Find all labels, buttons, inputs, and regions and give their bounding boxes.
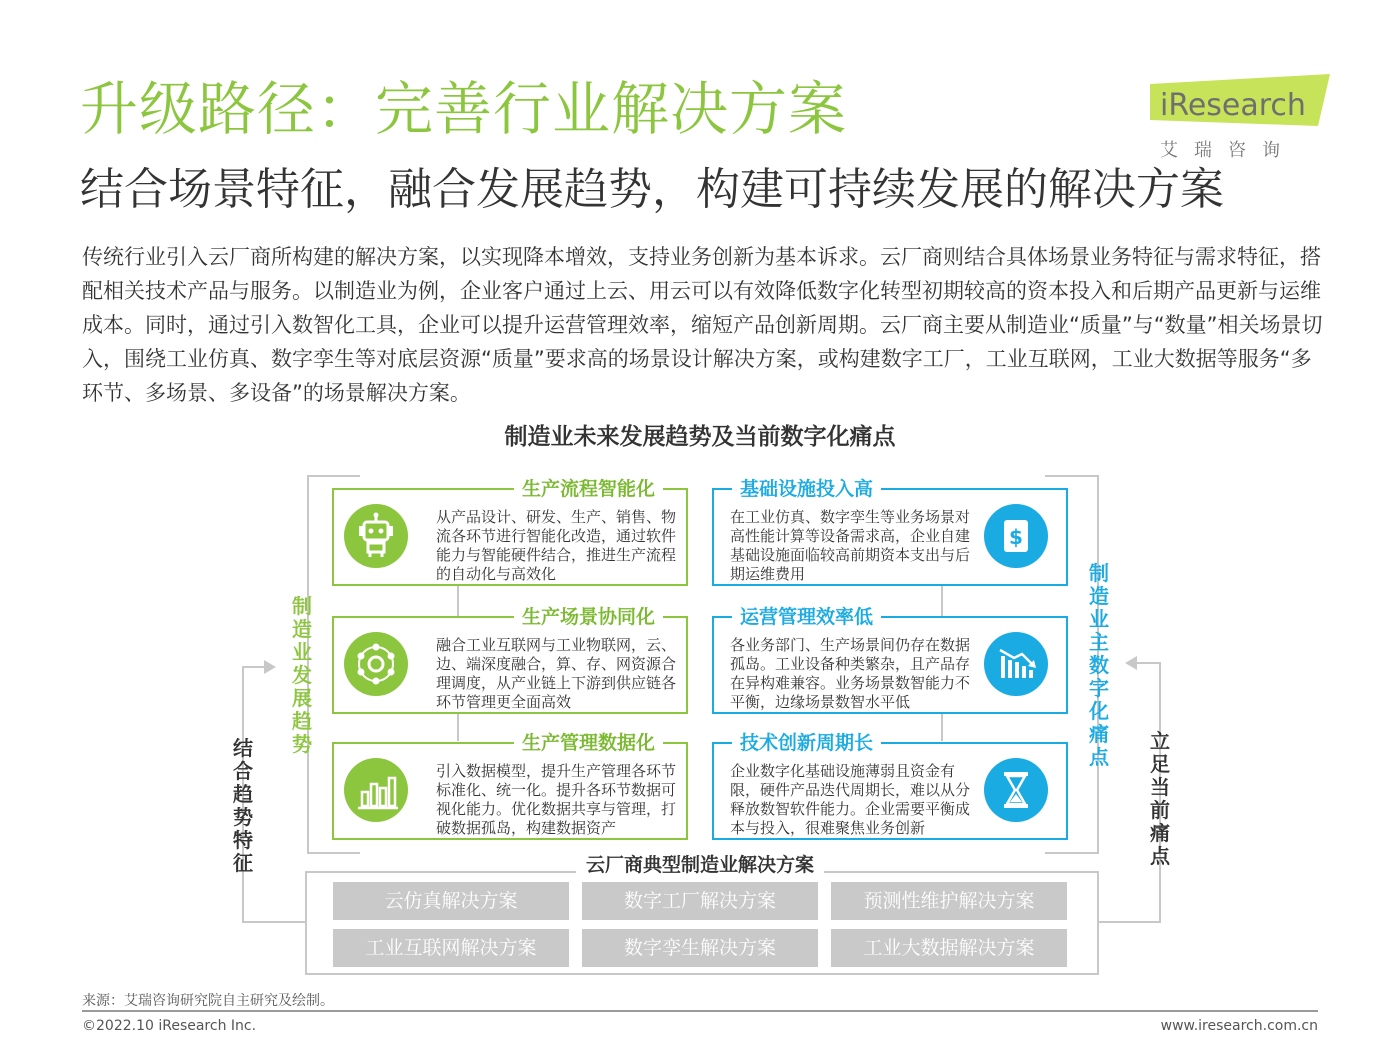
left-outer-vertical-label: 结合趋势特征 — [233, 736, 253, 875]
solution-item: 预测性维护解决方案 — [831, 882, 1067, 920]
trend-card-title: 生产流程智能化 — [514, 476, 663, 502]
dollar-icon — [984, 504, 1048, 568]
solution-item: 数字孪生解决方案 — [582, 929, 818, 967]
pain-card-3 — [712, 732, 1068, 840]
intro-paragraph: 传统行业引入云厂商所构建的解决方案，以实现降本增效，支持业务创新为基本诉求。云厂商则结合具体场景业务特征与需求特征，搭配相关技术产品与服务。以制造业为例，企业客户通过上云、用云可以有效降低数字化转型初期较高的资本投入和后期产品更新与运维成本。同时，通过引入数智化工具，企业可以提升运营管理效率，缩短产品创新周期。云厂商主要从制造业“质量”与“数量”相关场景切入，围绕工业仿真、数字孪生等对底层资源“质量”要求高的场景设计解决方案，或构建数字工厂，工业互联网，工业大数据等服务“多环节、多场景、多设备”的场景解决方案。 — [82, 245, 1323, 405]
trend-card-2 — [332, 606, 688, 714]
pain-card-text: 各业务部门、生产场景间仍存在数据孤岛。工业设备种类繁杂，且产品存在异构难兼容。业务场景数智能力不平衡，边缘场景数智水平低 — [730, 636, 971, 711]
trends-vertical-label: 制造业发展趋势 — [292, 594, 312, 756]
solution-item: 工业大数据解决方案 — [831, 929, 1067, 967]
hourglass-icon — [984, 758, 1048, 822]
pain-card-1 — [712, 478, 1068, 586]
trend-card-text: 融合工业互联网与工业物联网，云、边、端深度融合，算、存、网资源合理调度，从产业链上下游到供应链各环节管理更全面高效 — [436, 636, 677, 711]
website-link[interactable]: www.iresearch.com.cn — [1160, 1018, 1318, 1034]
solutions-title-text: 云厂商典型制造业解决方案 — [576, 854, 824, 876]
pain-card-title: 技术创新周期长 — [732, 730, 881, 756]
pain-card-title: 运营管理效率低 — [732, 604, 881, 630]
pain-card-2 — [712, 606, 1068, 714]
solution-item: 工业互联网解决方案 — [333, 929, 569, 967]
logo-cn-text: 艾瑞咨询 — [1160, 140, 1296, 161]
pain-card-title: 基础设施投入高 — [732, 476, 881, 502]
trend-card-text: 引入数据模型，提升生产管理各环节标准化、统一化。提升各环节数据可视化能力。优化数据共享与管理，打破数据孤岛，构建数据资产 — [436, 762, 677, 837]
trend-card-text: 从产品设计、研发、生产、销售、物流各环节进行智能化改造，通过软件能力与智能硬件结合，推进生产流程的自动化与高效化 — [436, 508, 677, 583]
network-icon — [344, 632, 408, 696]
bar-chart-icon — [344, 758, 408, 822]
trend-card-3 — [332, 732, 688, 840]
pain-card-text: 企业数字化基础设施薄弱且资金有限，硬件产品迭代周期长，难以从分释放数智软件能力。企业需要平衡成本与投入，很难聚焦业务创新 — [730, 762, 971, 837]
page-subtitle: 结合场景特征，融合发展趋势，构建可持续发展的解决方案 — [80, 164, 1224, 215]
logo-text: iResearch — [1160, 88, 1306, 123]
diagram-title: 制造业未来发展趋势及当前数字化痛点 — [504, 424, 896, 450]
page-title: 升级路径：完善行业解决方案 — [80, 75, 848, 143]
solutions-title — [0, 850, 1400, 877]
svg-text:$: $ — [1009, 525, 1023, 549]
solution-item: 云仿真解决方案 — [333, 882, 569, 920]
declining-chart-icon — [984, 632, 1048, 696]
copyright-text: ©2022.10 iResearch Inc. — [82, 1018, 257, 1034]
solution-item: 数字工厂解决方案 — [582, 882, 818, 920]
pain-card-text: 在工业仿真、数字孪生等业务场景对高性能计算等设备需求高，企业自建基础设施面临较高前期资本支出与后期运维费用 — [730, 508, 971, 583]
right-outer-vertical-label: 立足当前痛点 — [1150, 729, 1170, 868]
trend-card-title: 生产场景协同化 — [514, 604, 663, 630]
source-note: 来源：艾瑞咨询研究院自主研究及绘制。 — [82, 993, 334, 1009]
pains-vertical-label: 制造业主数字化痛点 — [1089, 561, 1109, 769]
trend-card-title: 生产管理数据化 — [514, 730, 663, 756]
robot-icon — [344, 504, 408, 568]
footer-divider — [82, 1010, 1318, 1012]
trend-card-1 — [332, 478, 688, 586]
